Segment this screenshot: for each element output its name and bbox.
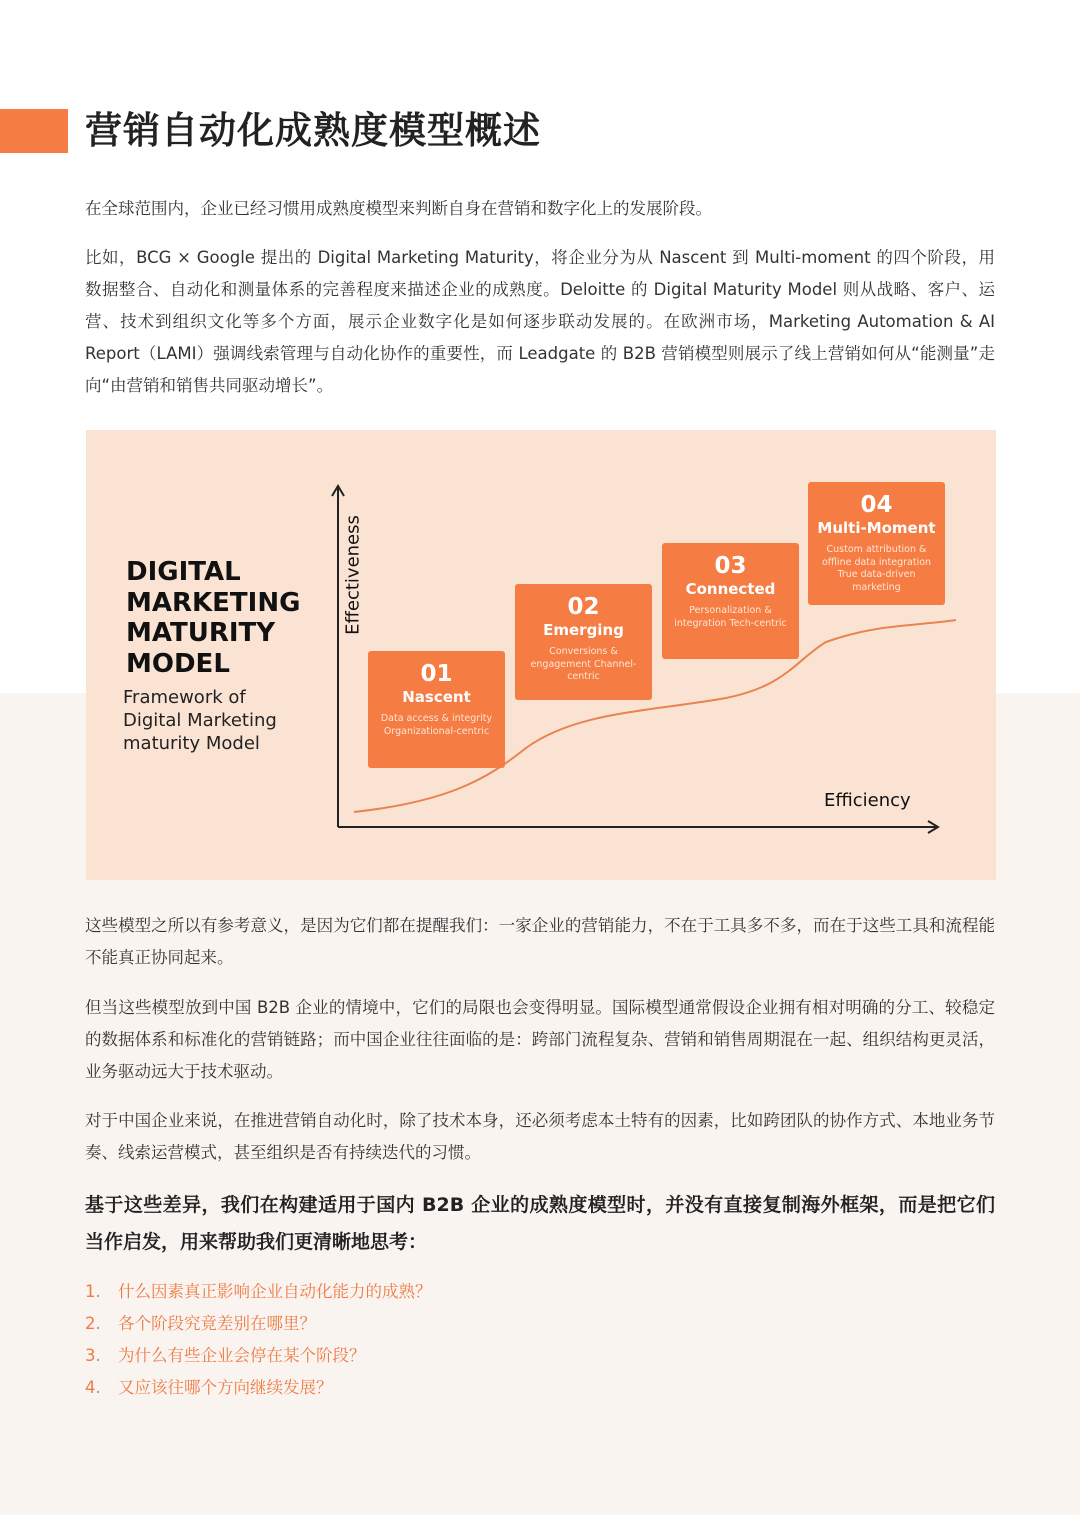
list-item bbox=[85, 1372, 985, 1404]
list-item-text: 各个阶段究竟差别在哪里？ bbox=[118, 1314, 316, 1333]
list-item-number: 1. bbox=[85, 1282, 101, 1301]
list-item bbox=[85, 1276, 985, 1308]
stage-description: Personalization & integration Tech-centric bbox=[674, 605, 787, 629]
question-list bbox=[85, 1276, 985, 1404]
limitations-paragraph: 但当这些模型放到中国 B2B 企业的情境中，它们的局限也会变得明显。国际模型通常假设企业拥有相对明确的分工、较稳定的数据体系和标准化的营销链路；而中国企业往往面临的是：跨部门流程复杂、营销和销售周期混在一起、组织结构更灵活，业务驱动远大于技术驱动。 bbox=[85, 998, 995, 1081]
list-item-number: 3. bbox=[85, 1346, 101, 1365]
stage-description: Data access & integrity Organizational-centric bbox=[380, 713, 493, 737]
page-title: 营销自动化成熟度模型概述 bbox=[85, 109, 541, 152]
local-factors-paragraph: 对于中国企业来说，在推进营销自动化时，除了技术本身，还必须考虑本土特有的因素，比如跨团队的协作方式、本地业务节奏、线索运营模式，甚至组织是否有持续迭代的习惯。 bbox=[85, 1111, 995, 1162]
stage-name: Emerging bbox=[543, 621, 624, 639]
list-item bbox=[85, 1308, 985, 1340]
stage-card-connected bbox=[662, 543, 799, 659]
figure-subheading-line: maturity Model bbox=[123, 733, 260, 754]
significance-paragraph: 这些模型之所以有参考意义，是因为它们都在提醒我们：一家企业的营销能力，不在于工具多不多，而在于这些工具和流程能不能真正协同起来。 bbox=[85, 916, 995, 967]
emphasis-paragraph: 基于这些差异，我们在构建适用于国内 B2B 企业的成熟度模型时，并没有直接复制海外框架，而是把它们当作启发，用来帮助我们更清晰地思考： bbox=[85, 1194, 995, 1253]
stage-number: 01 bbox=[420, 661, 453, 687]
list-item-text: 为什么有些企业会停在某个阶段？ bbox=[118, 1346, 366, 1365]
title-accent-bar bbox=[0, 109, 68, 153]
models-paragraph: 比如，BCG × Google 提出的 Digital Marketing Maturity，将企业分为从 Nascent 到 Multi-moment 的四个阶段，用数据整合、自动化和测量体系的完善程度来描述企业的成熟度。Deloitte 的 Digital Maturity Model 则从战略、客户、运营、技术到组织文化等多个方面，展示企业数字化是如何逐步联动发展的。在欧洲市场，Marketing Automation & AI Report（LAMI）强调线索管理与自动化协作的重要性，而 Leadgate 的 B2B 营销模型则展示了线上营销如何从“能测量”走向“由营销和销售共同驱动增长”。 bbox=[85, 248, 995, 395]
stage-number: 02 bbox=[567, 594, 600, 620]
stage-card-emerging bbox=[515, 584, 652, 700]
figure-heading-line: MATURITY bbox=[126, 618, 276, 648]
stage-number: 03 bbox=[714, 553, 747, 579]
stage-description: Custom attribution & offline data integration True data-driven marketing bbox=[821, 544, 932, 593]
figure-subheading-line: Digital Marketing bbox=[123, 710, 277, 731]
list-item-text: 什么因素真正影响企业自动化能力的成熟？ bbox=[118, 1282, 432, 1301]
stage-name: Nascent bbox=[402, 688, 471, 706]
list-item-number: 4. bbox=[85, 1378, 101, 1397]
stage-number: 04 bbox=[860, 492, 893, 518]
list-item bbox=[85, 1340, 985, 1372]
stage-name: Connected bbox=[685, 580, 776, 598]
x-axis-label: Efficiency bbox=[824, 790, 911, 811]
stage-description: Conversions & engagement Channel-centric bbox=[530, 646, 637, 682]
stage-name: Multi-Moment bbox=[817, 519, 936, 537]
figure-heading-line: MODEL bbox=[126, 648, 230, 679]
intro-paragraph: 在全球范围内，企业已经习惯用成熟度模型来判断自身在营销和数字化上的发展阶段。 bbox=[85, 199, 712, 218]
maturity-model-figure bbox=[86, 430, 996, 880]
y-axis-label: Effectiveness bbox=[342, 515, 364, 635]
figure-heading-line: DIGITAL bbox=[126, 557, 241, 587]
list-item-number: 2. bbox=[85, 1314, 101, 1333]
figure-subheading-line: Framework of bbox=[123, 687, 246, 708]
stage-card-multi-moment bbox=[808, 482, 945, 605]
figure-heading-line: MARKETING bbox=[126, 587, 301, 618]
list-item-text: 又应该往哪个方向继续发展？ bbox=[118, 1378, 333, 1397]
stage-card-nascent bbox=[368, 651, 505, 768]
